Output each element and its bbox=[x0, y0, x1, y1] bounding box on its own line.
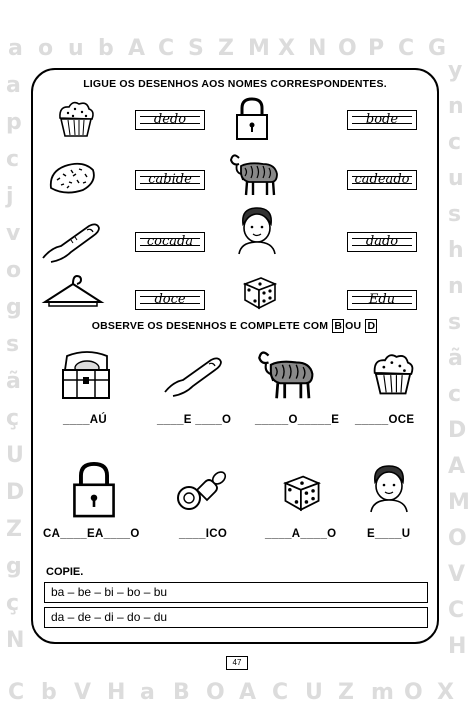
border-letter: C bbox=[272, 680, 289, 705]
border-letter: ç bbox=[6, 406, 20, 431]
word-box-cadeado[interactable]: cadeado bbox=[347, 170, 417, 190]
border-letter: ç bbox=[6, 591, 20, 616]
border-letter: Z bbox=[218, 36, 234, 61]
cupcake-icon bbox=[369, 350, 417, 398]
border-letter: O bbox=[206, 680, 225, 705]
blank-dado[interactable]: ____A____O bbox=[265, 528, 337, 540]
blank-bico[interactable]: ____ICO bbox=[179, 528, 228, 540]
border-letter: s bbox=[448, 202, 462, 227]
blank-edu[interactable]: E____U bbox=[367, 528, 411, 540]
border-letter: G bbox=[428, 36, 447, 61]
connector-text: OU bbox=[345, 320, 362, 332]
border-letter: U bbox=[6, 443, 24, 468]
border-letter: a bbox=[8, 36, 23, 61]
border-letter: a bbox=[6, 73, 21, 98]
border-letter: C bbox=[398, 36, 415, 61]
border-letter: X bbox=[437, 680, 454, 705]
border-letter: u bbox=[68, 36, 84, 61]
worksheet bbox=[31, 68, 439, 644]
word-box-cabide[interactable]: cabide bbox=[135, 170, 205, 190]
finger-icon bbox=[163, 352, 223, 398]
border-letter: U bbox=[305, 680, 323, 705]
border-letter: X bbox=[278, 36, 295, 61]
boy-icon bbox=[233, 204, 281, 256]
border-letter: H bbox=[448, 634, 467, 659]
border-letter: Z bbox=[6, 517, 22, 542]
blank-bau[interactable]: ____AÚ bbox=[63, 414, 107, 426]
boy-icon bbox=[365, 462, 413, 514]
border-letter: u bbox=[448, 166, 464, 191]
border-letter: V bbox=[448, 562, 466, 587]
border-letter: N bbox=[6, 628, 25, 653]
padlock-icon bbox=[69, 460, 119, 520]
border-letter: g bbox=[6, 554, 22, 579]
border-letter: D bbox=[6, 480, 25, 505]
border-letter: m bbox=[371, 680, 394, 705]
border-letter: M bbox=[448, 490, 470, 515]
page-number: 47 bbox=[226, 656, 248, 670]
border-letter: a bbox=[140, 680, 155, 705]
copy-line-d[interactable]: da – de – di – do – du bbox=[44, 607, 428, 628]
border-letter: b bbox=[98, 36, 114, 61]
goat-icon bbox=[229, 150, 281, 198]
finger-icon bbox=[41, 218, 101, 264]
border-letter: g bbox=[6, 295, 22, 320]
border-letter: Z bbox=[338, 680, 354, 705]
border-letter: V bbox=[74, 680, 92, 705]
border-letter: P bbox=[368, 36, 385, 61]
copy-line-b[interactable]: ba – be – bi – bo – bu bbox=[44, 582, 428, 603]
border-letter: O bbox=[404, 680, 423, 705]
letter-d-box: D bbox=[367, 320, 376, 332]
word-box-cocada[interactable]: cocada bbox=[135, 232, 205, 252]
border-letter: H bbox=[107, 680, 126, 705]
word-box-edu[interactable]: Edu bbox=[347, 290, 417, 310]
dice-icon bbox=[281, 472, 323, 512]
border-letter: b bbox=[41, 680, 57, 705]
word-box-dado[interactable]: dado bbox=[347, 232, 417, 252]
border-letter: n bbox=[448, 274, 464, 299]
blank-bode[interactable]: _____O_____E bbox=[255, 414, 340, 426]
border-letter: M bbox=[248, 36, 270, 61]
border-letter: B bbox=[173, 680, 190, 705]
border-letter: o bbox=[38, 36, 54, 61]
border-letter: c bbox=[448, 382, 462, 407]
border-letter: D bbox=[448, 418, 467, 443]
pacifier-icon bbox=[173, 468, 229, 516]
border-letter: o bbox=[6, 258, 22, 283]
border-letter: c bbox=[6, 147, 20, 172]
border-letter: n bbox=[448, 94, 464, 119]
border-letter: s bbox=[448, 310, 462, 335]
border-letter: N bbox=[308, 36, 327, 61]
border-letter: C bbox=[8, 680, 25, 705]
section2-instruction bbox=[33, 320, 437, 332]
word-box-doce[interactable]: doce bbox=[135, 290, 205, 310]
border-letter: S bbox=[188, 36, 204, 61]
border-letter: O bbox=[338, 36, 357, 61]
border-letter: j bbox=[6, 184, 14, 209]
border-letter: A bbox=[128, 36, 146, 61]
blank-doce[interactable]: _____OCE bbox=[355, 414, 415, 426]
border-letter: y bbox=[448, 58, 463, 83]
border-letter: O bbox=[448, 526, 467, 551]
hanger-icon bbox=[41, 272, 105, 310]
section2-instruction-text: OBSERVE OS DESENHOS E COMPLETE COM bbox=[91, 320, 329, 332]
border-letter: C bbox=[448, 598, 465, 623]
border-letter: A bbox=[239, 680, 257, 705]
padlock-icon bbox=[233, 96, 271, 142]
border-letter: ã bbox=[6, 369, 21, 394]
border-letter: h bbox=[448, 238, 464, 263]
dice-icon bbox=[241, 274, 279, 310]
border-letter: c bbox=[448, 130, 462, 155]
cupcake-icon bbox=[55, 98, 97, 140]
copy-label: COPIE. bbox=[46, 566, 84, 578]
word-box-bode[interactable]: bode bbox=[347, 110, 417, 130]
letter-b-box: B bbox=[334, 320, 343, 332]
border-letter: C bbox=[158, 36, 175, 61]
blank-cadeado[interactable]: CA____EA____O bbox=[43, 528, 140, 540]
coconut-sweet-icon bbox=[47, 158, 97, 196]
blank-dedo[interactable]: ____E ____O bbox=[157, 414, 232, 426]
word-box-dedo[interactable]: dedo bbox=[135, 110, 205, 130]
treasure-chest-icon bbox=[57, 346, 115, 402]
section1-instruction: LIGUE OS DESENHOS AOS NOMES CORRESPONDENTES. bbox=[83, 78, 387, 90]
border-letter: p bbox=[6, 110, 22, 135]
border-letter: v bbox=[6, 221, 21, 246]
border-letter: A bbox=[448, 454, 466, 479]
goat-icon bbox=[257, 346, 317, 402]
border-letter: ã bbox=[448, 346, 463, 371]
border-letter: s bbox=[6, 332, 20, 357]
